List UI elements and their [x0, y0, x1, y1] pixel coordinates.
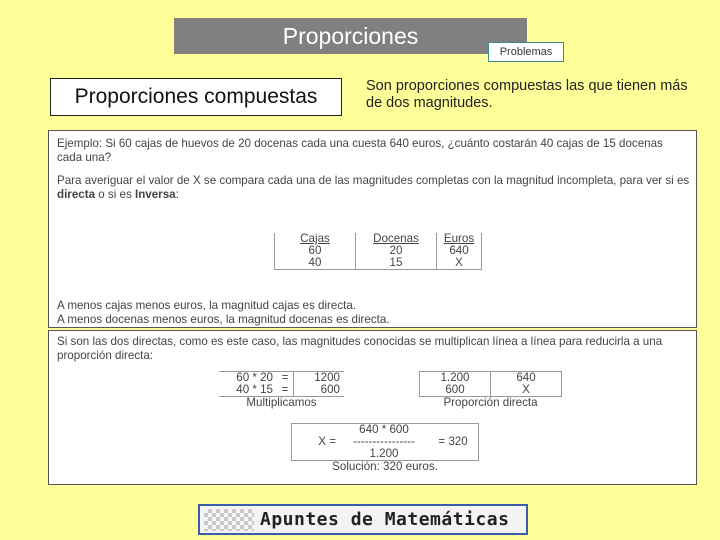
example-panel — [48, 130, 697, 328]
formula-denominator: 1.200 — [340, 448, 428, 461]
formula-table — [291, 423, 479, 473]
table-cell: 640 — [491, 372, 562, 385]
method-direct: directa — [57, 188, 96, 201]
method-inverse: Inversa — [134, 188, 176, 201]
multiply-caption: Multiplicamos — [246, 396, 317, 409]
table-cell: 40 * 15 — [219, 384, 277, 397]
method-text-pre: Para averiguar el valor de X se compara cada una de las magnitudes completas con la magnitud incompleta, para ver si es — [57, 174, 690, 187]
method-text-post: : — [175, 188, 179, 201]
conclusion-cajas: A menos cajas menos euros, la magnitud cajas es directa. — [57, 299, 357, 312]
table-cell: 1200 — [294, 372, 345, 385]
formula-rhs: = 320 — [428, 436, 479, 448]
section-subtitle: Proporciones compuestas — [50, 78, 342, 116]
table-cell: 40 — [275, 257, 356, 270]
formula-numerator: 640 * 600 — [340, 424, 428, 437]
table-cell: 600 — [294, 384, 345, 397]
solution-panel — [48, 330, 697, 485]
solution-result: Solución: 320 euros. — [332, 460, 438, 473]
table-cell: 20 — [356, 245, 437, 257]
multiply-table — [219, 371, 344, 409]
page-title: Proporciones — [174, 18, 527, 54]
table-cell: = — [277, 372, 294, 385]
table-row — [420, 384, 562, 397]
table-cell: 15 — [356, 257, 437, 270]
table-cell: 60 * 20 — [219, 372, 277, 385]
table-cell: 1.200 — [420, 372, 491, 385]
intro-text: Son proporciones compuestas las que tienen más de dos magnitudes. — [366, 78, 688, 111]
table-cell: X — [437, 257, 482, 270]
table-cell: 60 — [275, 245, 356, 257]
method-text-mid: o si es — [95, 188, 135, 201]
table-row — [420, 372, 562, 385]
table-cell: X — [491, 384, 562, 397]
example-question: Ejemplo: Si 60 cajas de huevos de 20 docenas cada una cuesta 640 euros, ¿cuánto costarán 40 cajas de 15 docenas cada una? — [57, 137, 663, 164]
table-cell: 600 — [420, 384, 491, 397]
table-header: Cajas — [275, 233, 356, 245]
table-row — [275, 245, 482, 257]
proportion-caption: Proporción directa — [443, 396, 538, 409]
table-row — [275, 257, 482, 270]
table-header: Euros — [437, 233, 482, 245]
logo-text: Apuntes de Matemáticas — [260, 509, 510, 530]
checker-pattern-icon — [204, 509, 254, 531]
magnitudes-table — [274, 233, 482, 270]
proportion-table — [419, 371, 562, 409]
problems-button[interactable]: Problemas — [488, 42, 564, 62]
table-cell: = — [277, 384, 294, 397]
formula-bar: ---------------- — [353, 435, 415, 448]
conclusion-docenas: A menos docenas menos euros, la magnitud docenas es directa. — [57, 313, 390, 326]
apuntes-logo[interactable] — [198, 504, 528, 535]
table-cell: 640 — [437, 245, 482, 257]
table-row — [219, 384, 344, 397]
table-header: Docenas — [356, 233, 437, 245]
method-text — [57, 174, 690, 202]
formula-lhs: X = — [292, 436, 341, 448]
solution-explanation: Si son las dos directas, como es este caso, las magnitudes conocidas se multiplican línea a línea para reducirla a una proporción directa: — [57, 335, 663, 362]
